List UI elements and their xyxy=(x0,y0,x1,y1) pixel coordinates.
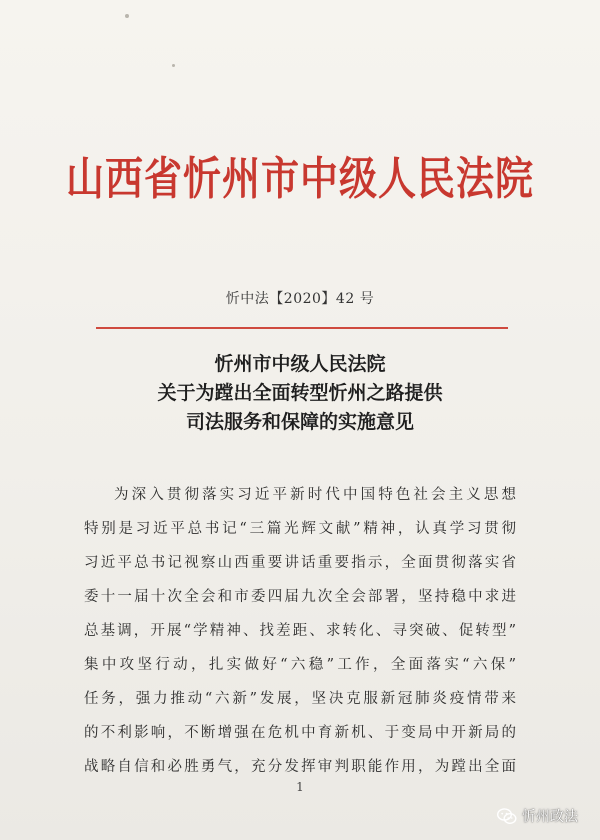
red-separator-line xyxy=(96,327,508,329)
document-title-line: 忻州市中级人民法院 xyxy=(214,353,386,375)
body-line: 习近平总书记视察山西重要讲话重要指示，全面贯彻落实省 xyxy=(84,555,516,571)
document-title-line: 司法服务和保障的实施意见 xyxy=(185,411,414,433)
document-title xyxy=(0,350,600,437)
document-title-line: 关于为蹚出全面转型忻州之路提供 xyxy=(157,382,443,404)
source-watermark xyxy=(497,806,578,826)
body-line: 为深入贯彻落实习近平新时代中国特色社会主义思想 xyxy=(114,487,516,503)
body-line: 战略自信和必胜勇气，充分发挥审判职能作用，为蹚出全面 xyxy=(84,759,516,775)
court-header-title: 山西省忻州市中级人民法院 xyxy=(65,151,534,205)
body-line: 任务，强力推动“六新”发展，坚决克服新冠肺炎疫情带来 xyxy=(84,691,516,707)
body-line: 总基调，开展“学精神、找差距、求转化、寻突破、促转型” xyxy=(84,623,516,639)
paper-speck xyxy=(125,14,129,18)
page-number: 1 xyxy=(296,780,304,794)
body-line: 委十一届十次全会和市委四届九次全会部署，坚持稳中求进 xyxy=(84,589,516,605)
paper-speck xyxy=(172,64,175,67)
watermark-text: 忻州政法 xyxy=(522,809,578,825)
document-body xyxy=(84,478,516,784)
body-line: 的不利影响，不断增强在危机中育新机、于变局中开新局的 xyxy=(84,725,516,741)
wechat-icon xyxy=(497,808,517,825)
body-line: 集中攻坚行动，扎实做好“六稳”工作，全面落实“六保” xyxy=(84,657,516,673)
document-number: 忻中法【2020】42 号 xyxy=(225,291,375,307)
body-line: 特别是习近平总书记“三篇光辉文献”精神，认真学习贯彻 xyxy=(84,521,516,537)
